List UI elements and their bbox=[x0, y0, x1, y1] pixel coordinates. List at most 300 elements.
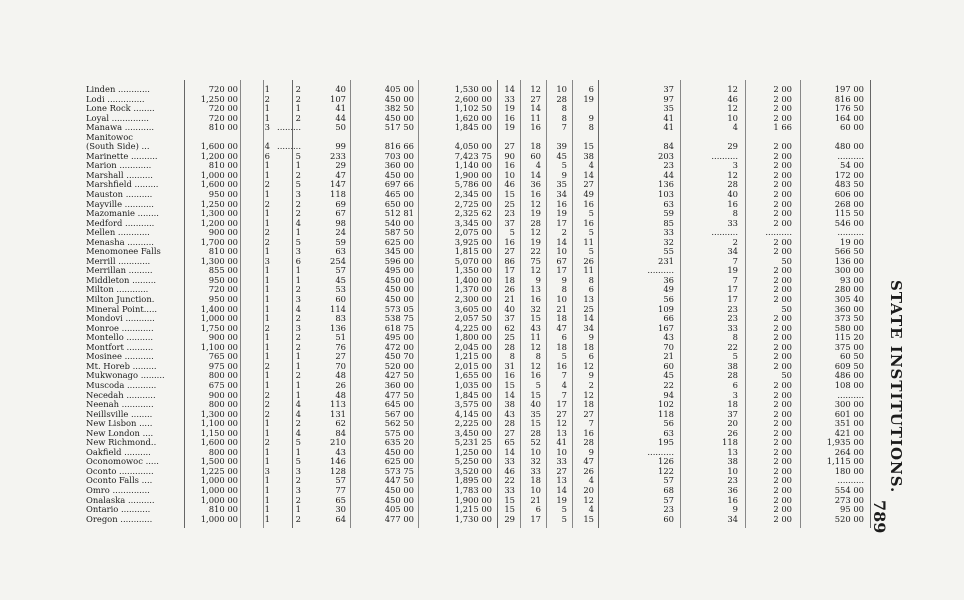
cell-c1: 950 00 bbox=[208, 294, 238, 305]
cell-c14: 60 00 bbox=[840, 122, 864, 133]
cell-c4: 64 bbox=[335, 513, 346, 524]
cell-c14: 373 50 bbox=[834, 313, 864, 324]
cell-c14: 115 20 bbox=[834, 332, 864, 343]
cell-c7: 25 bbox=[504, 198, 515, 209]
cell-c6: 5,070 00 bbox=[454, 255, 492, 266]
cell-c9: 5 bbox=[561, 513, 567, 524]
city-name: New Richmond.. bbox=[86, 438, 157, 448]
cell-c9: 5 bbox=[561, 351, 567, 362]
cell-c1: 1,600 00 bbox=[200, 141, 238, 152]
cell-c10: 34 bbox=[583, 322, 594, 333]
cell-c12: 34 bbox=[727, 246, 738, 257]
cell-c8: 16 bbox=[530, 370, 541, 381]
cell-c5: 450 00 bbox=[384, 484, 414, 495]
cell-c1: 810 00 bbox=[208, 122, 238, 133]
cell-c5: 635 20 bbox=[384, 437, 414, 448]
cell-c8: 15 bbox=[530, 313, 541, 324]
cell-c8: 12 bbox=[530, 265, 541, 276]
cell-c14: 305 40 bbox=[834, 294, 864, 305]
cell-c14: 375 00 bbox=[834, 341, 864, 352]
cell-c3: 3 bbox=[295, 322, 301, 333]
cell-c12: 19 bbox=[727, 265, 738, 276]
cell-c4: 24 bbox=[335, 227, 346, 238]
table-row bbox=[86, 515, 886, 525]
cell-c8: 36 bbox=[530, 179, 541, 190]
city-name: Mukwonago ......... bbox=[86, 371, 165, 381]
city-name: Loyal .............. bbox=[86, 113, 149, 123]
cell-c5: 427 50 bbox=[384, 370, 414, 381]
cell-c9: 35 bbox=[556, 179, 567, 190]
cell-c1: 1,400 00 bbox=[200, 303, 238, 314]
cell-c7: 15 bbox=[504, 189, 515, 200]
city-name: Onalaska .......... bbox=[86, 495, 155, 505]
cell-c9: 21 bbox=[556, 303, 567, 314]
cell-c8: 32 bbox=[530, 303, 541, 314]
cell-c6: 1,845 00 bbox=[454, 122, 492, 133]
cell-c3: 1 bbox=[295, 379, 301, 390]
city-name: Merrillan ......... bbox=[86, 266, 153, 276]
cell-c1: 900 00 bbox=[208, 389, 238, 400]
cell-c6: 1,655 00 bbox=[454, 370, 492, 381]
cell-c6: 2,325 62 bbox=[454, 208, 492, 219]
cell-c8: 19 bbox=[530, 236, 541, 247]
cell-c14: 816 00 bbox=[834, 93, 864, 104]
cell-c5: 625 00 bbox=[384, 236, 414, 247]
cell-c1: 1,200 00 bbox=[200, 150, 238, 161]
city-name: Montfort .......... bbox=[86, 342, 154, 352]
cell-c11: 97 bbox=[663, 93, 674, 104]
cell-c9: 17 bbox=[556, 399, 567, 410]
cell-c4: 60 bbox=[335, 294, 346, 305]
cell-c12: 16 bbox=[727, 494, 738, 505]
cell-c6: 3,450 00 bbox=[454, 427, 492, 438]
cell-c12: 3 bbox=[732, 389, 738, 400]
cell-c14: 351 00 bbox=[834, 418, 864, 429]
cell-c11: 126 bbox=[658, 456, 674, 467]
cell-c10: 4 bbox=[588, 475, 594, 486]
cell-c8: 4 bbox=[535, 160, 541, 171]
cell-c1: 1,000 00 bbox=[200, 169, 238, 180]
cell-c13: 2 00 bbox=[773, 265, 792, 276]
cell-c13: 2 00 bbox=[773, 189, 792, 200]
cell-c3: 5 bbox=[295, 236, 301, 247]
city-name: Mellen ............ bbox=[86, 228, 150, 238]
cell-c1: 720 00 bbox=[208, 84, 238, 94]
cell-c1: 1,000 00 bbox=[200, 494, 238, 505]
cell-c2: 1 bbox=[264, 313, 270, 324]
cell-c6: 3,520 00 bbox=[454, 465, 492, 476]
cell-c2: 1 bbox=[264, 169, 270, 180]
cell-c7: 21 bbox=[504, 294, 515, 305]
cell-c4: 57 bbox=[335, 265, 346, 276]
cell-c13: 2 00 bbox=[773, 418, 792, 429]
city-name: Ontario ........... bbox=[86, 505, 151, 515]
cell-c10: 18 bbox=[583, 341, 594, 352]
cell-c9: 8 bbox=[561, 103, 567, 114]
cell-c2: 2 bbox=[264, 198, 270, 209]
cell-c10: 16 bbox=[583, 427, 594, 438]
cell-c12: 37 bbox=[727, 408, 738, 419]
cell-c8: 12 bbox=[530, 341, 541, 352]
cell-c1: 1,750 00 bbox=[200, 322, 238, 333]
cell-c12: 36 bbox=[727, 484, 738, 495]
cell-c9: 10 bbox=[556, 294, 567, 305]
cell-c9: 67 bbox=[556, 255, 567, 266]
cell-c7: 17 bbox=[504, 265, 515, 276]
cell-c5: 450 00 bbox=[384, 446, 414, 457]
cell-c4: 77 bbox=[335, 484, 346, 495]
cell-c12: 5 bbox=[732, 351, 738, 362]
cell-c3: 6 bbox=[295, 255, 301, 266]
cell-c4: 48 bbox=[335, 370, 346, 381]
cell-c14: 264 00 bbox=[834, 446, 864, 457]
cell-c3: 2 bbox=[295, 418, 301, 429]
cell-c4: 53 bbox=[335, 284, 346, 295]
cell-c12: 38 bbox=[727, 360, 738, 371]
city-name: Mineral Point..... bbox=[86, 304, 158, 314]
cell-c7: 10 bbox=[504, 169, 515, 180]
cell-c7: 86 bbox=[504, 255, 515, 266]
cell-c5: 650 00 bbox=[384, 198, 414, 209]
cell-c3: 2 bbox=[295, 208, 301, 219]
cell-c2: 2 bbox=[264, 389, 270, 400]
cell-c13: 2 00 bbox=[773, 379, 792, 390]
cell-c9: 18 bbox=[556, 313, 567, 324]
cell-c7: 15 bbox=[504, 379, 515, 390]
cell-c9: 18 bbox=[556, 341, 567, 352]
cell-c5: 575 00 bbox=[384, 427, 414, 438]
cell-c1: 1,100 00 bbox=[200, 341, 238, 352]
cell-c10: 9 bbox=[588, 332, 594, 343]
cell-c4: 65 bbox=[335, 494, 346, 505]
cell-c4: 233 bbox=[330, 150, 346, 161]
cell-c8: 10 bbox=[530, 484, 541, 495]
cell-c3: 1 bbox=[295, 360, 301, 371]
cell-c13: 2 00 bbox=[773, 169, 792, 180]
cell-c12: 4 bbox=[732, 122, 738, 133]
cell-c13: 50 bbox=[781, 255, 792, 266]
cell-c7: 14 bbox=[504, 389, 515, 400]
cell-c10: 12 bbox=[583, 360, 594, 371]
cell-c4: 26 bbox=[335, 379, 346, 390]
cell-c14: 197 00 bbox=[834, 84, 864, 94]
cell-c12: 38 bbox=[727, 456, 738, 467]
cell-c8: 32 bbox=[530, 456, 541, 467]
cell-c1: 720 00 bbox=[208, 103, 238, 114]
cell-c2: 3 bbox=[264, 255, 270, 266]
cell-c5: 450 70 bbox=[384, 351, 414, 362]
cell-c11: 136 bbox=[658, 179, 674, 190]
cell-c2: 1 bbox=[264, 341, 270, 352]
cell-c10: 11 bbox=[583, 236, 594, 247]
cell-c9: 7 bbox=[561, 389, 567, 400]
cell-c6: 1,895 00 bbox=[454, 475, 492, 486]
cell-c10: 6 bbox=[588, 284, 594, 295]
cell-c12: 29 bbox=[727, 141, 738, 152]
cell-c7: 33 bbox=[504, 93, 515, 104]
cell-c10: 12 bbox=[583, 389, 594, 400]
cell-c7: 16 bbox=[504, 112, 515, 123]
cell-c7: 16 bbox=[504, 370, 515, 381]
cell-c5: 405 00 bbox=[384, 84, 414, 94]
cell-c10: 15 bbox=[583, 141, 594, 152]
cell-c8: 33 bbox=[530, 465, 541, 476]
cell-c14: 554 00 bbox=[834, 484, 864, 495]
cell-c2: 1 bbox=[264, 332, 270, 343]
cell-c1: 1,150 00 bbox=[200, 427, 238, 438]
cell-c9: 41 bbox=[556, 437, 567, 448]
cell-c2: 1 bbox=[264, 379, 270, 390]
cell-c2: 2 bbox=[264, 93, 270, 104]
cell-c8: 8 bbox=[535, 351, 541, 362]
cell-c1: 975 00 bbox=[208, 360, 238, 371]
cell-c2: 1 bbox=[264, 418, 270, 429]
cell-c11: 102 bbox=[658, 399, 674, 410]
cell-c7: 22 bbox=[504, 475, 515, 486]
cell-c6: 1,250 00 bbox=[454, 446, 492, 457]
cell-c10: 13 bbox=[583, 294, 594, 305]
cell-c1: 800 00 bbox=[208, 446, 238, 457]
cell-c11: 103 bbox=[658, 189, 674, 200]
cell-c4: 30 bbox=[335, 504, 346, 515]
cell-c7: 25 bbox=[504, 332, 515, 343]
cell-c2: 1 bbox=[264, 284, 270, 295]
cell-c10: 15 bbox=[583, 513, 594, 524]
cell-c8: 5 bbox=[535, 379, 541, 390]
cell-c6: 1,620 00 bbox=[454, 112, 492, 123]
cell-c6: 1,900 00 bbox=[454, 169, 492, 180]
cell-c6: 1,102 50 bbox=[454, 103, 492, 114]
cell-c4: 113 bbox=[330, 399, 346, 410]
city-name: New Lisbon ..... bbox=[86, 419, 153, 429]
cell-c2: 1 bbox=[264, 112, 270, 123]
cell-c9: 13 bbox=[556, 475, 567, 486]
cell-c14: 95 00 bbox=[840, 504, 864, 515]
cell-c4: 40 bbox=[335, 84, 346, 94]
city-name: Mosinee ........... bbox=[86, 352, 154, 362]
cell-c6: 1,350 00 bbox=[454, 265, 492, 276]
cell-c4: 146 bbox=[330, 456, 346, 467]
cell-c14: .......... bbox=[837, 389, 864, 400]
cell-c13: 1 66 bbox=[773, 122, 792, 133]
cell-c5: 645 00 bbox=[384, 399, 414, 410]
cell-c9: 2 bbox=[561, 227, 567, 238]
cell-c12: 3 bbox=[732, 160, 738, 171]
cell-c11: 57 bbox=[663, 475, 674, 486]
cell-c7: 62 bbox=[504, 322, 515, 333]
cell-c14: 483 50 bbox=[834, 179, 864, 190]
cell-c12: 7 bbox=[732, 255, 738, 266]
city-name: Mauston .......... bbox=[86, 190, 153, 200]
cell-c8: 21 bbox=[530, 494, 541, 505]
cell-c13: 2 00 bbox=[773, 427, 792, 438]
cell-c1: 1,300 00 bbox=[200, 408, 238, 419]
cell-c4: 63 bbox=[335, 246, 346, 257]
cell-c13: 2 00 bbox=[773, 179, 792, 190]
cell-c5: 540 00 bbox=[384, 217, 414, 228]
cell-c14: 172 00 bbox=[834, 169, 864, 180]
cell-c9: 14 bbox=[556, 484, 567, 495]
cell-c5: 625 00 bbox=[384, 456, 414, 467]
cell-c7: 38 bbox=[504, 399, 515, 410]
cell-c6: 1,530 00 bbox=[454, 84, 492, 94]
cell-c3: 2 bbox=[295, 341, 301, 352]
cell-c2: 2 bbox=[264, 227, 270, 238]
cell-c12: 7 bbox=[732, 274, 738, 285]
cell-c3: 2 bbox=[295, 112, 301, 123]
cell-c9: 27 bbox=[556, 408, 567, 419]
city-name: Merrill ............ bbox=[86, 256, 151, 266]
cell-c13: 2 00 bbox=[773, 399, 792, 410]
cell-c3: 2 bbox=[295, 84, 301, 94]
cell-c11: 118 bbox=[658, 408, 674, 419]
cell-c7: 14 bbox=[504, 84, 515, 94]
cell-c9: 7 bbox=[561, 370, 567, 381]
cell-c6: 1,800 00 bbox=[454, 332, 492, 343]
cell-c2: 3 bbox=[264, 122, 270, 133]
cell-c5: 465 00 bbox=[384, 189, 414, 200]
cell-c7: 16 bbox=[504, 160, 515, 171]
cell-c12: 16 bbox=[727, 198, 738, 209]
cell-c4: 147 bbox=[330, 179, 346, 190]
cell-c5: 472 00 bbox=[384, 341, 414, 352]
city-name: Medford ........... bbox=[86, 218, 155, 228]
cell-c3: 1 bbox=[295, 351, 301, 362]
cell-c1: 675 00 bbox=[208, 379, 238, 390]
cell-c11: .......... bbox=[647, 265, 674, 276]
cell-c6: 4,225 00 bbox=[454, 322, 492, 333]
cell-c4: 51 bbox=[335, 332, 346, 343]
cell-c5: 697 66 bbox=[384, 179, 414, 190]
city-name: Mt. Horeb ......... bbox=[86, 361, 157, 371]
cell-c3: 1 bbox=[295, 389, 301, 400]
cell-c6: 4,145 00 bbox=[454, 408, 492, 419]
cell-c14: 280 00 bbox=[834, 284, 864, 295]
city-name: New London .... bbox=[86, 428, 154, 438]
cell-c10: 28 bbox=[583, 437, 594, 448]
cell-c8: 35 bbox=[530, 408, 541, 419]
cell-c2: 2 bbox=[264, 360, 270, 371]
cell-c4: 70 bbox=[335, 360, 346, 371]
cell-c14: 300 00 bbox=[834, 399, 864, 410]
cell-c2: 1 bbox=[264, 456, 270, 467]
cell-c3: 1 bbox=[295, 160, 301, 171]
cell-c12: 8 bbox=[732, 332, 738, 343]
cell-c5: 520 00 bbox=[384, 360, 414, 371]
cell-c7: 15 bbox=[504, 504, 515, 515]
cell-c11: 22 bbox=[663, 379, 674, 390]
cell-c4: 114 bbox=[330, 303, 346, 314]
city-name: Muscoda ........... bbox=[86, 380, 157, 390]
cell-c2: 1 bbox=[264, 217, 270, 228]
cell-c14: 93 00 bbox=[840, 274, 864, 285]
cell-c14: 108 00 bbox=[834, 379, 864, 390]
cell-c9: 10 bbox=[556, 446, 567, 457]
cell-c9: 17 bbox=[556, 265, 567, 276]
cell-c3: 3 bbox=[295, 246, 301, 257]
cell-c12: 34 bbox=[727, 513, 738, 524]
cell-c8: 11 bbox=[530, 112, 541, 123]
cell-c13: 50 bbox=[781, 303, 792, 314]
cell-c3: 3 bbox=[295, 465, 301, 476]
cell-c8: 28 bbox=[530, 427, 541, 438]
cell-c1: 1,000 00 bbox=[200, 484, 238, 495]
cell-c5: 596 00 bbox=[384, 255, 414, 266]
cell-c6: 5,250 00 bbox=[454, 456, 492, 467]
cell-c6: 1,035 00 bbox=[454, 379, 492, 390]
cell-c7: 14 bbox=[504, 446, 515, 457]
cell-c10: 9 bbox=[588, 446, 594, 457]
cell-c12: 12 bbox=[727, 84, 738, 94]
cell-c9: 8 bbox=[561, 112, 567, 123]
cell-c11: 32 bbox=[663, 236, 674, 247]
cell-c2: 1 bbox=[264, 427, 270, 438]
cell-c11: 56 bbox=[663, 294, 674, 305]
cell-c1: 720 00 bbox=[208, 284, 238, 295]
cell-c6: 1,400 00 bbox=[454, 274, 492, 285]
cell-c8: 52 bbox=[530, 437, 541, 448]
cell-c3: 2 bbox=[295, 313, 301, 324]
cell-c7: 90 bbox=[504, 150, 515, 161]
cell-c14: 601 00 bbox=[834, 408, 864, 419]
cell-c12: 17 bbox=[727, 294, 738, 305]
city-name: Manawa ........... bbox=[86, 123, 155, 133]
cell-c6: 7,423 75 bbox=[454, 150, 492, 161]
cell-c12: 9 bbox=[732, 504, 738, 515]
cell-c13: 2 00 bbox=[773, 389, 792, 400]
page-number: 789 bbox=[870, 500, 889, 534]
cell-c12: 118 bbox=[722, 437, 738, 448]
city-name: Oconomowoc ..... bbox=[86, 457, 159, 467]
cell-c13: 2 00 bbox=[773, 360, 792, 371]
cell-c9: 19 bbox=[556, 208, 567, 219]
cell-c7: 37 bbox=[504, 313, 515, 324]
cell-c1: 1,000 00 bbox=[200, 475, 238, 486]
city-name: Marinette .......... bbox=[86, 151, 158, 161]
cell-c10: 27 bbox=[583, 179, 594, 190]
cell-c7: 27 bbox=[504, 246, 515, 257]
cell-c6: 2,225 00 bbox=[454, 418, 492, 429]
cell-c2: 1 bbox=[264, 513, 270, 524]
cell-c13: 2 00 bbox=[773, 236, 792, 247]
cell-c3: 2 bbox=[295, 93, 301, 104]
cell-c6: 2,725 00 bbox=[454, 198, 492, 209]
cell-c4: 57 bbox=[335, 475, 346, 486]
city-name: Omro .............. bbox=[86, 485, 150, 495]
cell-c11: 55 bbox=[663, 246, 674, 257]
cell-c1: 1,000 00 bbox=[200, 313, 238, 324]
cell-c13: .......... bbox=[765, 227, 792, 238]
cell-c8: 13 bbox=[530, 284, 541, 295]
cell-c11: 84 bbox=[663, 141, 674, 152]
cell-c9: 12 bbox=[556, 418, 567, 429]
city-name: Milton Junction. bbox=[86, 295, 155, 305]
cell-c14: 176 50 bbox=[834, 103, 864, 114]
cell-c4: 67 bbox=[335, 208, 346, 219]
cell-c10: 38 bbox=[583, 150, 594, 161]
cell-c2: 2 bbox=[264, 179, 270, 190]
cell-c4: 136 bbox=[330, 322, 346, 333]
cell-c6: 4,050 00 bbox=[454, 141, 492, 152]
cell-c12: 10 bbox=[727, 465, 738, 476]
cell-c11: 122 bbox=[658, 465, 674, 476]
cell-c14: 19 00 bbox=[840, 236, 864, 247]
cell-c11: 23 bbox=[663, 504, 674, 515]
cell-c4: 131 bbox=[330, 408, 346, 419]
cell-c3: 2 bbox=[295, 332, 301, 343]
cell-c6: 1,215 00 bbox=[454, 351, 492, 362]
cell-c9: 19 bbox=[556, 494, 567, 505]
